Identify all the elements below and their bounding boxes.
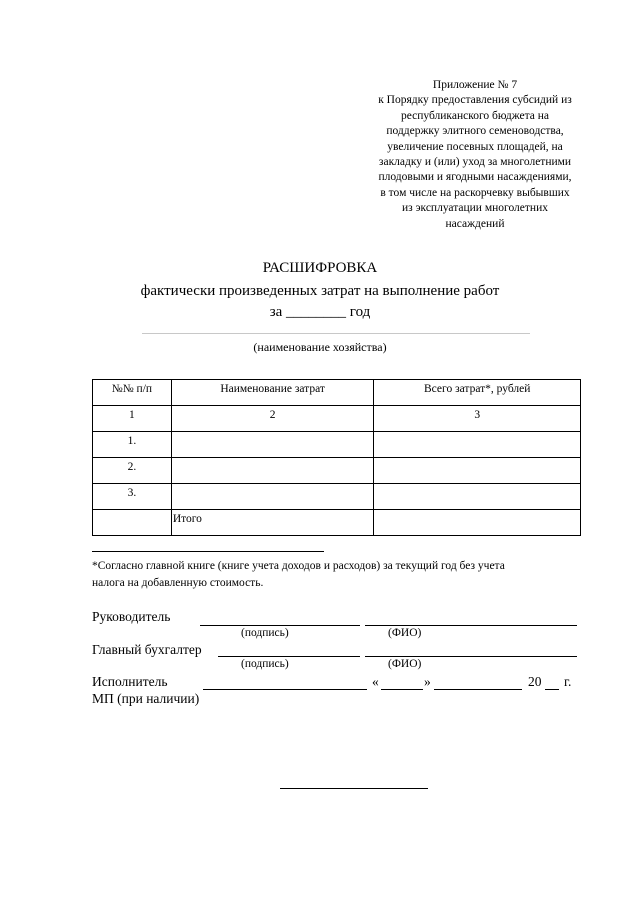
table-row <box>93 484 581 510</box>
table-header-row <box>93 380 581 406</box>
footnote-divider <box>92 551 324 552</box>
farm-name-caption: (наименование хозяйства) <box>253 340 387 354</box>
table-total-row <box>93 510 581 536</box>
footnote-line-2: налога на добавленную стоимость. <box>92 577 264 589</box>
table-cell: 2. <box>93 458 172 484</box>
date-close-quote: » <box>424 674 431 689</box>
document-subtitle: фактически произведенных затрат на выполнение работ <box>140 283 500 299</box>
accountant-label: Главный бухгалтер <box>92 642 202 657</box>
accountant-name-line <box>365 656 577 657</box>
total-label: Итого <box>171 510 374 536</box>
table-cell: 1. <box>93 432 172 458</box>
head-name-line <box>365 625 577 626</box>
header-cost-name: Наименование затрат <box>171 380 374 406</box>
accountant-name-caption: (ФИО) <box>388 658 422 670</box>
appendix-line: республиканского бюджета на <box>400 109 550 122</box>
table-row <box>93 432 581 458</box>
header-number: №№ п/п <box>93 380 172 406</box>
table-numbering-row <box>93 406 581 432</box>
head-name-caption: (ФИО) <box>388 627 422 639</box>
year-line: за ________ год <box>269 304 371 320</box>
footnote-line-1: *Согласно главной книге (книге учета доходов и расходов) за текущий год без учета <box>92 560 505 572</box>
head-signature-line <box>200 625 360 626</box>
appendix-line: поддержку элитного семеноводства, <box>386 125 564 138</box>
table-cell <box>374 432 581 458</box>
executor-label: Исполнитель <box>92 674 168 689</box>
table-cell <box>171 432 374 458</box>
table-cell: 3 <box>374 406 581 432</box>
date-year-suffix: г. <box>564 674 572 689</box>
table-cell <box>171 458 374 484</box>
farm-name-line <box>142 333 530 334</box>
appendix-line: в том числе на раскорчевку выбывших <box>380 186 570 199</box>
table-cell: 3. <box>93 484 172 510</box>
date-day-line <box>381 689 423 690</box>
appendix-header <box>360 78 590 232</box>
table-cell <box>374 458 581 484</box>
appendix-line: к Порядку предоставления субсидий из <box>378 94 572 107</box>
head-signature-caption: (подпись) <box>241 627 289 639</box>
costs-table <box>92 379 581 536</box>
date-month-line <box>434 689 522 690</box>
table-cell <box>171 484 374 510</box>
accountant-signature-caption: (подпись) <box>241 658 289 670</box>
appendix-line: из эксплуатации многолетних <box>402 202 548 215</box>
footnote <box>92 558 582 592</box>
executor-line <box>203 689 367 690</box>
bottom-signature-line <box>280 788 428 789</box>
appendix-line: насаждений <box>445 217 505 230</box>
table-cell: 2 <box>171 406 374 432</box>
table-row <box>93 458 581 484</box>
appendix-line: закладку и (или) уход за многолетними <box>378 156 572 169</box>
date-year-line <box>545 689 559 690</box>
table-cell: 1 <box>93 406 172 432</box>
appendix-line: Приложение № 7 <box>432 79 518 91</box>
document-title: РАСШИФРОВКА <box>262 260 378 276</box>
head-label: Руководитель <box>92 609 171 624</box>
table-cell <box>374 510 581 536</box>
date-open-quote: « <box>372 674 379 689</box>
date-year-prefix: 20 <box>528 674 542 689</box>
appendix-line: плодовыми и ягодными насаждениями, <box>378 171 572 184</box>
table-cell <box>93 510 172 536</box>
accountant-signature-line <box>218 656 360 657</box>
header-total: Всего затрат*, рублей <box>374 380 581 406</box>
appendix-line: увеличение посевных площадей, на <box>387 140 563 153</box>
stamp-label: МП (при наличии) <box>92 691 200 706</box>
table-cell <box>374 484 581 510</box>
